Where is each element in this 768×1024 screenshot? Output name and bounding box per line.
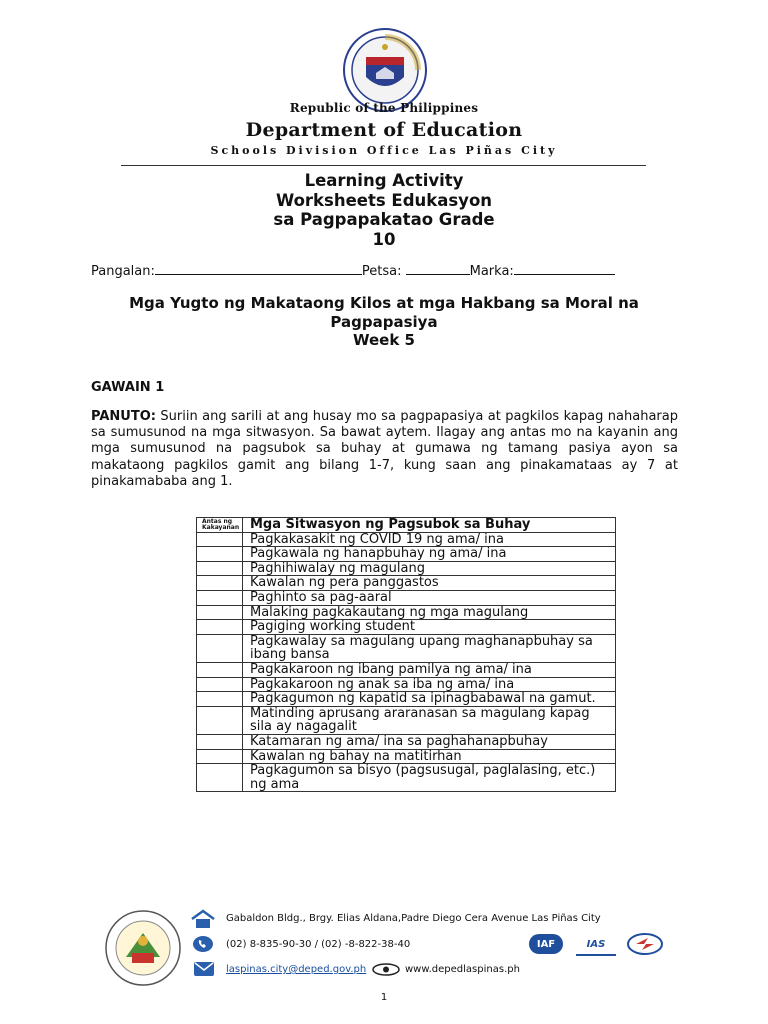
situation-cell: Kawalan ng pera panggastos [243, 576, 616, 591]
table-row [197, 547, 616, 562]
instructions-text: Suriin ang sarili at ang husay mo sa pagpapasiya at pagkilos kapag nahaharap sa sumusunod na mga sitwasyon. Sa bawat aytem. Ilagay ang antas mo na kayanin ang mga sumusunod na pagsubok sa buhay at gumawa ng tamang pasiya ayon sa makataong pagkilos gamit ang bilang 1-7, kung saan ang pinakamataas ay 7 at pinakamababa ang 1. [91, 409, 678, 489]
rating-cell[interactable] [197, 532, 243, 547]
table-row [197, 576, 616, 591]
title-line-3: sa Pagpapakatao Grade [273, 210, 495, 229]
situations-table [196, 517, 616, 792]
situation-cell: Matinding aprusang araranasan sa magulang kapag sila ay nagagalit [243, 706, 616, 734]
situation-cell: Paghinto sa pag-aaral [243, 590, 616, 605]
situation-cell: Malaking pagkakautang ng mga magulang [243, 605, 616, 620]
rating-cell[interactable] [197, 561, 243, 576]
rating-cell[interactable] [197, 692, 243, 707]
column-header-antas [197, 518, 243, 533]
situation-cell: Pagkakasakit ng COVID 19 ng ama/ ina [243, 532, 616, 547]
footer-phone: (02) 8-835-90-30 / (02) -8-822-38-40 [226, 939, 411, 950]
table-row [197, 662, 616, 677]
date-label: Petsa: [361, 264, 402, 279]
name-label: Pangalan: [91, 264, 155, 279]
worksheet-title [0, 171, 768, 249]
title-line-2: Worksheets Edukasyon [275, 190, 493, 210]
phone-icon [192, 935, 214, 953]
rating-cell[interactable] [197, 706, 243, 734]
table-row [197, 634, 616, 662]
iaf-badge [529, 934, 563, 954]
rating-cell[interactable] [197, 749, 243, 764]
table-row [197, 764, 616, 792]
certification-logo [626, 932, 664, 956]
situation-cell: Katamaran ng ama/ ina sa paghahanapbuhay [243, 734, 616, 749]
name-blank[interactable] [155, 262, 362, 275]
table-row [197, 532, 616, 547]
rating-cell[interactable] [197, 734, 243, 749]
rating-cell[interactable] [197, 547, 243, 562]
department-name: Department of Education [245, 119, 523, 141]
table-row [197, 706, 616, 734]
rating-cell[interactable] [197, 662, 243, 677]
table-row [197, 605, 616, 620]
rating-cell[interactable] [197, 764, 243, 792]
republic-line: Republic of the Philippines [289, 101, 479, 115]
header-divider [121, 165, 646, 166]
table-row [197, 620, 616, 635]
footer-website[interactable]: www.depedlaspinas.ph [405, 964, 520, 975]
situation-cell: Kawalan ng bahay na matitirhan [243, 749, 616, 764]
situation-cell: Pagiging working student [243, 620, 616, 635]
rating-cell[interactable] [197, 677, 243, 692]
student-info-fields [91, 262, 615, 279]
column-header-sitwasyon: Mga Sitwasyon ng Pagsubok sa Buhay [243, 518, 616, 533]
lesson-title-line-1: Mga Yugto ng Makataong Kilos at mga Hakbang sa Moral na [129, 294, 639, 312]
table-row [197, 561, 616, 576]
rating-cell[interactable] [197, 634, 243, 662]
instructions [91, 409, 678, 490]
page-number: 1 [380, 992, 388, 1003]
antas-header-label: Antas ng Kakayanan [202, 518, 240, 531]
footer-email-link[interactable]: laspinas.city@deped.gov.ph [226, 964, 367, 975]
situation-cell: Pagkawala ng hanapbuhay ng ama/ ina [243, 547, 616, 562]
table-row [197, 749, 616, 764]
situation-cell: Pagkagumon ng kapatid sa ipinagbabawal na gamut. [243, 692, 616, 707]
title-line-1: Learning Activity [304, 171, 464, 190]
situation-cell: Pagkagumon sa bisyo (pagsusugal, paglalasing, etc.) ng ama [243, 764, 616, 792]
activity-heading: GAWAIN 1 [91, 380, 165, 395]
rating-cell[interactable] [197, 590, 243, 605]
week-label: Week 5 [353, 331, 415, 349]
eye-icon [371, 963, 401, 976]
table-header-row [197, 518, 616, 533]
date-blank[interactable] [406, 262, 470, 275]
ias-badge-label: IAS [586, 938, 606, 950]
ias-badge [576, 934, 616, 956]
home-icon [190, 909, 216, 929]
instructions-label: PANUTO: [91, 409, 156, 424]
situation-cell: Pagkawalay sa magulang upang maghanapbuhay sa ibang bansa [243, 634, 616, 662]
lesson-title [90, 294, 678, 350]
rating-cell[interactable] [197, 605, 243, 620]
rating-cell[interactable] [197, 576, 243, 591]
table-row [197, 734, 616, 749]
score-label: Marka: [469, 264, 514, 279]
rating-cell[interactable] [197, 620, 243, 635]
table-row [197, 590, 616, 605]
iaf-badge-label: IAF [536, 938, 556, 950]
score-blank[interactable] [514, 262, 615, 275]
footer-address: Gabaldon Bldg., Brgy. Elias Aldana,Padre Diego Cera Avenue Las Piñas City [226, 913, 601, 924]
lesson-title-line-2: Pagpapasiya [330, 312, 438, 331]
situation-cell: Paghihiwalay ng magulang [243, 561, 616, 576]
title-line-4: 10 [372, 229, 396, 249]
situation-cell: Pagkakaroon ng anak sa iba ng ama/ ina [243, 677, 616, 692]
division-logo [104, 909, 182, 987]
table-row [197, 677, 616, 692]
email-icon [193, 961, 215, 977]
situation-cell: Pagkakaroon ng ibang pamilya ng ama/ ina [243, 662, 616, 677]
table-row [197, 692, 616, 707]
division-office: Schools Division Office Las Piñas City [210, 144, 558, 157]
